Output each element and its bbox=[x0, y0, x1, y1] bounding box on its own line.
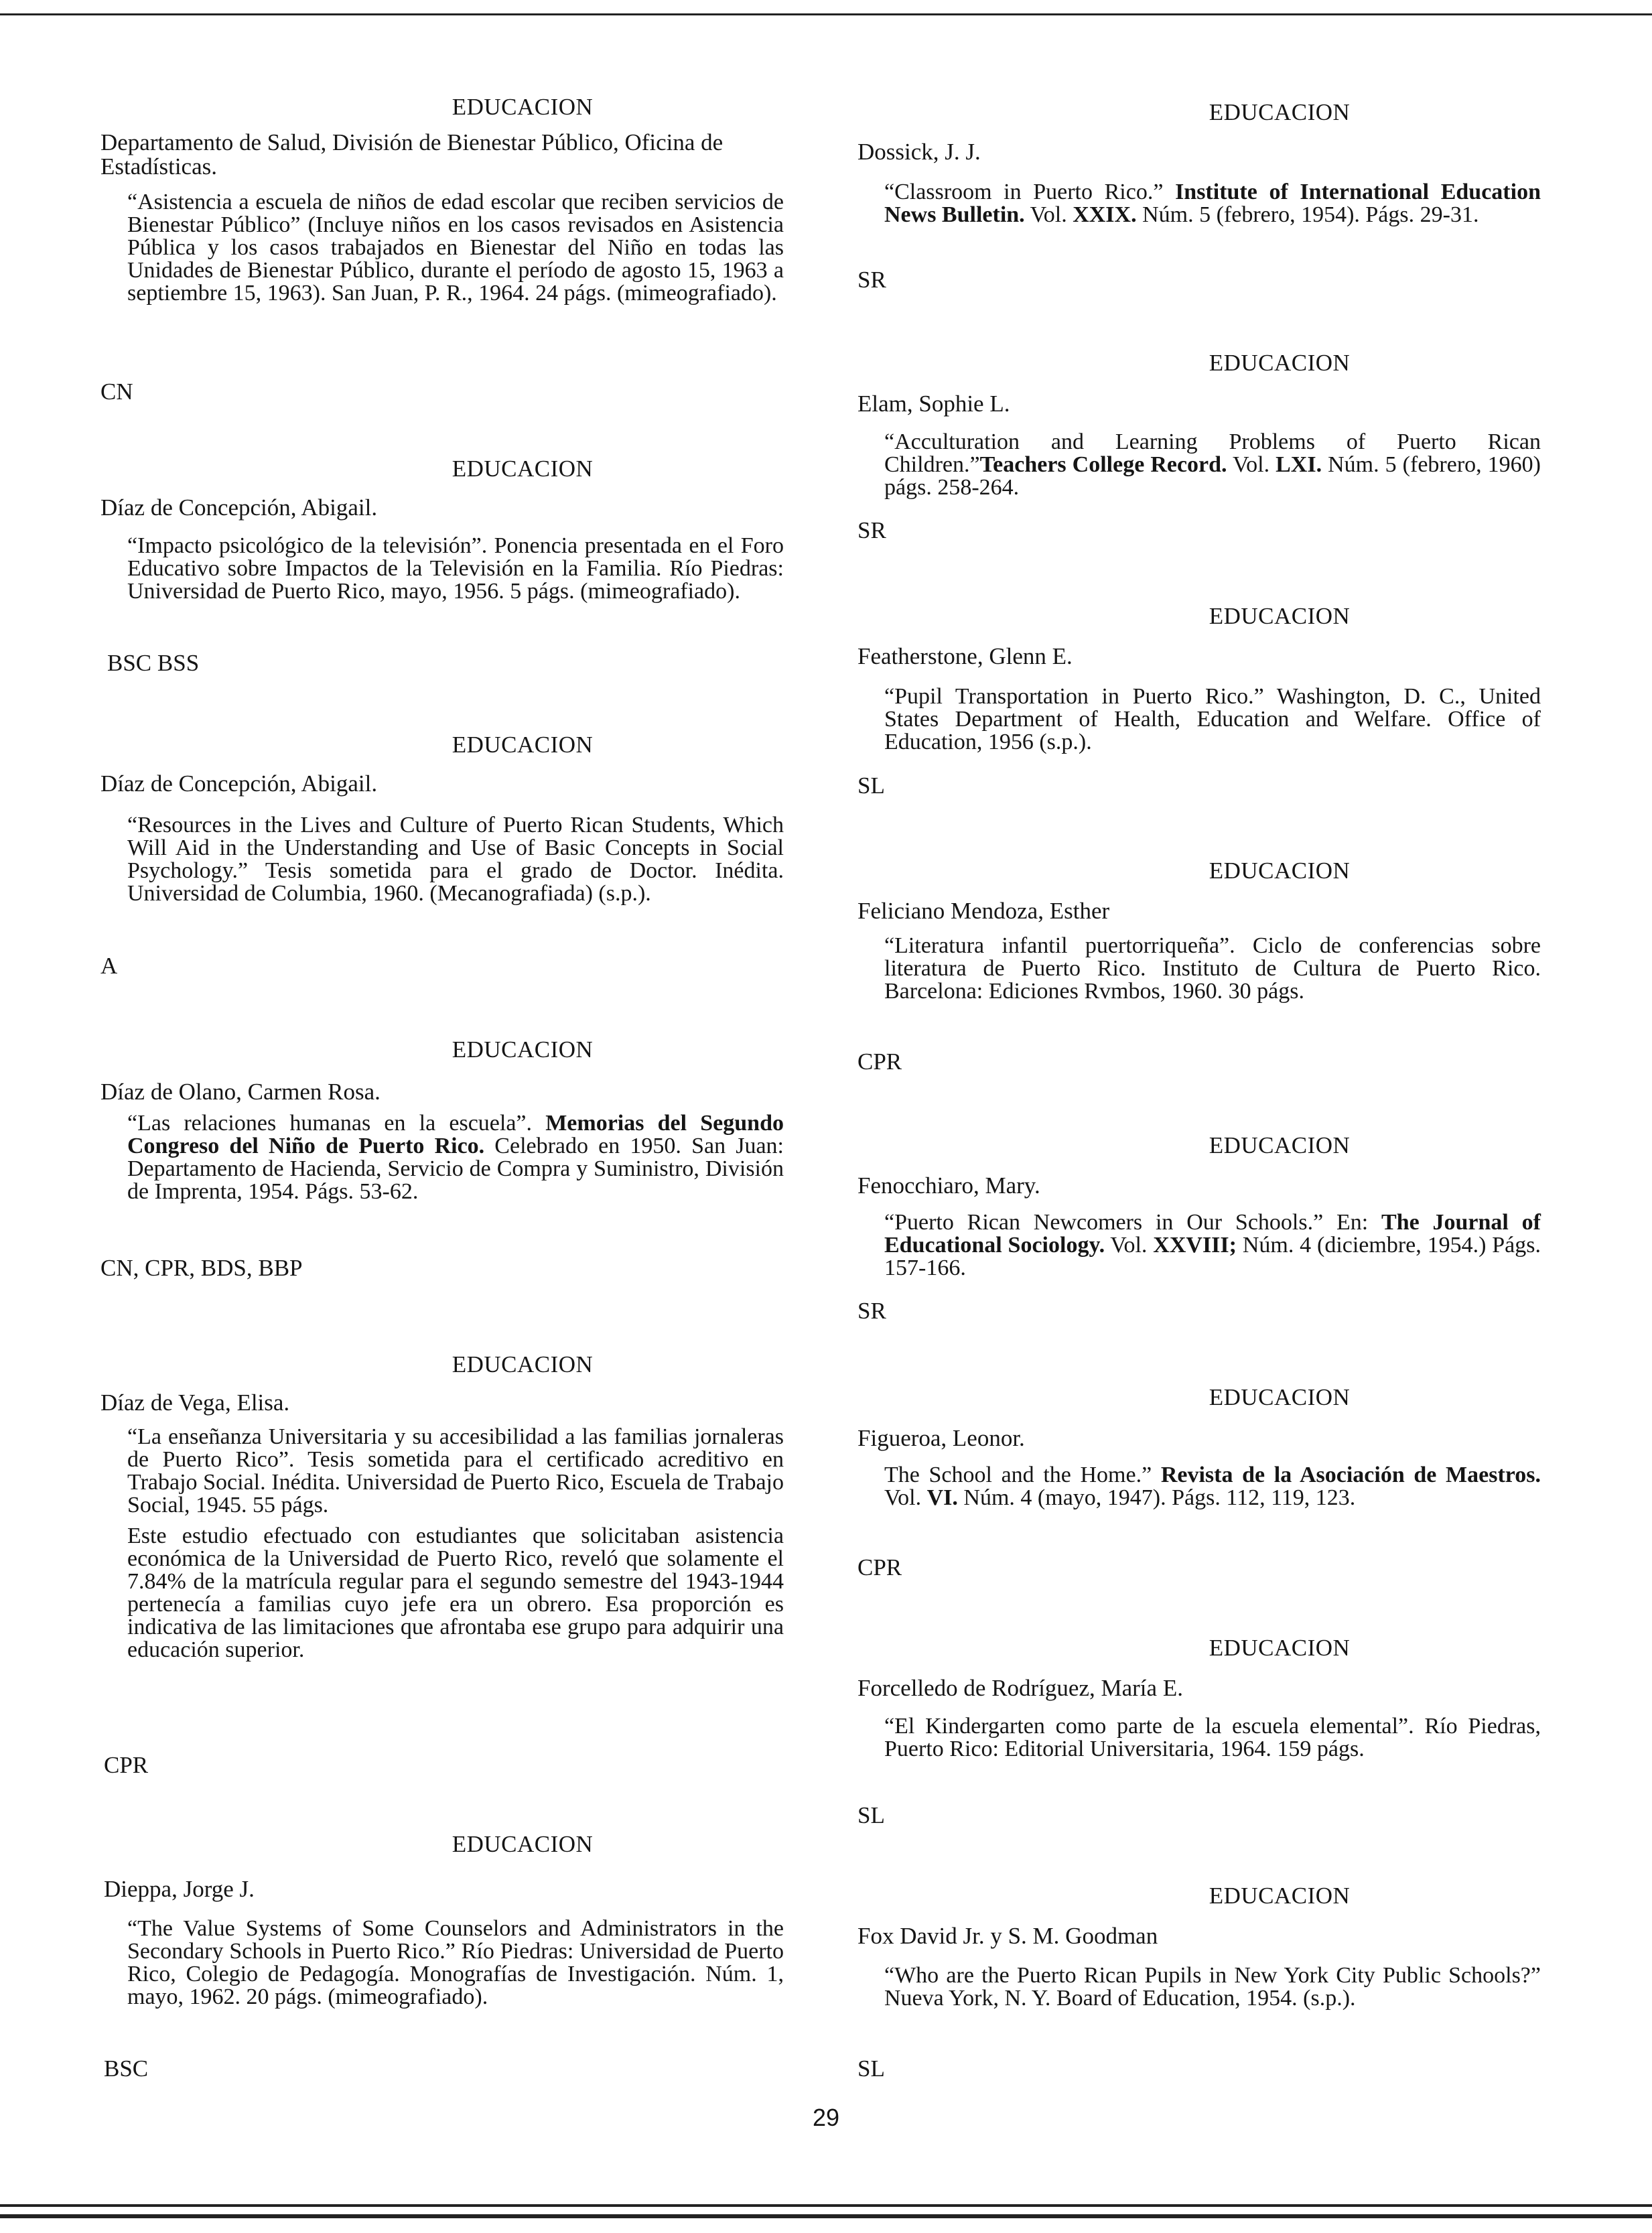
entry-heading: EDUCACION bbox=[1209, 1635, 1351, 1661]
entry-paragraph: “Literatura infantil puertorriqueña”. Ciclo de conferencias sobre literatura de Puerto Rico. Instituto de Cultura de Puerto Rico. Barcelona: Ediciones Rvmbos, 1960. 30 págs. bbox=[884, 933, 1541, 1004]
entry-author: Fox David Jr. y S. M. Goodman bbox=[857, 1923, 1158, 1949]
entry-body bbox=[884, 685, 1541, 762]
entry-paragraph: “La enseñanza Universitaria y su accesibilidad a las familias jornaleras de Puerto Rico”. Tesis sometida para el certificado acreditivo en Trabajo Social. Inédita. Universidad de Puerto Rico, Escuela de Trabajo Social, 1945. 55 págs. bbox=[127, 1424, 784, 1517]
entry-heading: EDUCACION bbox=[1209, 1883, 1351, 1909]
entry-author: Fenocchiaro, Mary. bbox=[857, 1172, 1040, 1199]
citation-title: Memorias del Segundo Congreso del Niño de Puerto Rico. bbox=[127, 1111, 784, 1158]
entry-author: Dieppa, Jorge J. bbox=[104, 1876, 255, 1902]
entry-body bbox=[127, 535, 784, 611]
entry-heading: EDUCACION bbox=[452, 1036, 594, 1063]
entry-paragraph: “Pupil Transportation in Puerto Rico.” Washington, D. C., United States Department of Health, Education and Welfare. Office of Education, 1956 (s.p.). bbox=[884, 684, 1541, 754]
entry-paragraph bbox=[127, 1112, 784, 1203]
entry-heading: EDUCACION bbox=[452, 732, 594, 758]
entry-body bbox=[127, 1917, 784, 2017]
bottom-rule bbox=[0, 2204, 1652, 2207]
citation-title: Revista de la Asociación de Maestros. bbox=[1160, 1463, 1541, 1487]
entry-code: CPR bbox=[857, 1554, 902, 1580]
citation-text: Núm. 5 (febrero, 1960) págs. 258-264. bbox=[884, 452, 1541, 500]
bottom-rule-thick bbox=[0, 2214, 1652, 2218]
citation-text: Celebrado en 1950. San Juan: Departamento de Hacienda, Servicio de Compra y Suministro, División de Imprenta, 1954. Págs. 53-62. bbox=[127, 1134, 784, 1204]
entry-heading: EDUCACION bbox=[1209, 603, 1351, 629]
entry-author: Elam, Sophie L. bbox=[857, 391, 1010, 417]
entry-heading: EDUCACION bbox=[452, 94, 594, 120]
citation-volume: XXIX. bbox=[1073, 202, 1137, 227]
entry-paragraph bbox=[884, 181, 1541, 226]
citation-text: “Classroom in Puerto Rico.” bbox=[884, 180, 1176, 204]
entry-author: Featherstone, Glenn E. bbox=[857, 643, 1073, 669]
entry-code: SR bbox=[857, 267, 886, 293]
entry-body bbox=[884, 935, 1541, 1011]
citation-title: Teachers College Record. bbox=[979, 452, 1227, 477]
citation-text: Vol. bbox=[884, 1485, 927, 1510]
entry-author: Díaz de Concepción, Abigail. bbox=[100, 494, 378, 521]
citation-text: “Puerto Rican Newcomers in Our Schools.” En: bbox=[884, 1210, 1382, 1235]
entry-paragraph: “El Kindergarten como parte de la escuela elemental”. Río Piedras, Puerto Rico: Editorial Universitaria, 1964. 159 págs. bbox=[884, 1714, 1541, 1761]
entry-author: Forcelledo de Rodríguez, María E. bbox=[857, 1675, 1183, 1701]
citation-text: The School and the Home.” bbox=[884, 1463, 1161, 1487]
entry-heading: EDUCACION bbox=[1209, 1384, 1351, 1410]
entry-author: Díaz de Concepción, Abigail. bbox=[100, 770, 378, 797]
citation-title: Institute of International Education News Bulletin. bbox=[884, 180, 1541, 227]
entry-body bbox=[127, 191, 784, 313]
citation-title: The Journal of Educational Sociology. bbox=[884, 1210, 1541, 1258]
citation-text: Vol. bbox=[1105, 1233, 1154, 1258]
entry-paragraph: Este estudio efectuado con estudiantes que solicitaban asistencia económica de la Universidad de Puerto Rico, reveló que solamente el 7.84% de la matrícula regular para el segundo semestre del 1943-1944 pertenecía a familias cuyo jefe era un obrero. Esa proporción es indicativa de las limitaciones que afrontaba ese grupo para adquirir una educación superior. bbox=[127, 1524, 784, 1662]
entry-code: SL bbox=[857, 772, 885, 799]
entry-code: BSC BSS bbox=[107, 650, 200, 676]
entry-heading: EDUCACION bbox=[1209, 1132, 1351, 1158]
entry-code: SR bbox=[857, 1298, 886, 1324]
entry-code: CPR bbox=[857, 1048, 902, 1075]
entry-body bbox=[127, 1426, 784, 1670]
entry-body bbox=[884, 1715, 1541, 1769]
entry-code: CN bbox=[100, 379, 133, 405]
top-rule bbox=[0, 13, 1652, 15]
entry-body bbox=[884, 1964, 1541, 2018]
citation-text: Núm. 5 (febrero, 1954). Págs. 29-31. bbox=[1136, 202, 1479, 227]
entry-heading: EDUCACION bbox=[452, 1831, 594, 1857]
entry-author: Figueroa, Leonor. bbox=[857, 1425, 1025, 1451]
entry-code: CPR bbox=[104, 1752, 149, 1778]
entry-body bbox=[884, 1464, 1541, 1517]
entry-paragraph: “Asistencia a escuela de niños de edad escolar que reciben servicios de Bienestar Público” (Incluye niños en los casos revisados en Asistencia Pública y los casos trabajados en Bienestar del Niño en todas las Unidades de Bienestar Público, durante el período de agosto 15, 1963 a septiembre 15, 1963). San Juan, P. R., 1964. 24 págs. (mimeografiado). bbox=[127, 190, 784, 306]
entry-author: Dossick, J. J. bbox=[857, 139, 981, 165]
citation-text: Núm. 4 (diciembre, 1954.) Págs. 157-166. bbox=[884, 1233, 1541, 1280]
citation-volume: VI. bbox=[926, 1485, 958, 1510]
entry-heading: EDUCACION bbox=[1209, 858, 1351, 884]
entry-heading: EDUCACION bbox=[1209, 99, 1351, 125]
entry-author: Feliciano Mendoza, Esther bbox=[857, 898, 1110, 924]
entry-author: Departamento de Salud, División de Bienestar Público, Oficina de Estadísticas. bbox=[100, 129, 724, 180]
entry-code: BSC bbox=[104, 2055, 149, 2082]
entry-code: CN, CPR, BDS, BBP bbox=[100, 1255, 303, 1281]
citation-volume: LXI. bbox=[1276, 452, 1322, 477]
page-number: 29 bbox=[812, 2104, 840, 2131]
entry-body bbox=[884, 1211, 1541, 1288]
citation-text: “Acculturation and Learning Problems of Puerto Rican Children.” bbox=[884, 429, 1541, 477]
citation-text: Núm. 4 (mayo, 1947). Págs. 112, 119, 123. bbox=[957, 1485, 1356, 1510]
entry-code: SL bbox=[857, 1802, 885, 1828]
entry-paragraph: “The Value Systems of Some Counselors and Administrators in the Secondary Schools in Puerto Rico.” Río Piedras: Universidad de Puerto Rico, Colegio de Pedagogía. Monografías de Investigación. Núm. 1, mayo, 1962. 20 págs. (mimeografiado). bbox=[127, 1916, 784, 2009]
entry-paragraph: “Resources in the Lives and Culture of Puerto Rican Students, Which Will Aid in the Understanding and Use of Basic Concepts in Social Psychology.” Tesis sometida para el grado de Doctor. Inédita. Universidad de Columbia, 1960. (Mecanografiada) (s.p.). bbox=[127, 813, 784, 906]
entry-paragraph bbox=[884, 1464, 1541, 1509]
entry-code: A bbox=[100, 953, 118, 979]
entry-author: Díaz de Vega, Elisa. bbox=[100, 1390, 290, 1416]
entry-code: SL bbox=[857, 2055, 885, 2082]
entry-paragraph bbox=[884, 1211, 1541, 1280]
citation-volume: XXVIII; bbox=[1153, 1233, 1237, 1258]
entry-body bbox=[127, 1112, 784, 1211]
entry-heading: EDUCACION bbox=[452, 456, 594, 482]
entry-body bbox=[127, 814, 784, 913]
citation-text: Vol. bbox=[1024, 202, 1073, 227]
entry-author: Díaz de Olano, Carmen Rosa. bbox=[100, 1079, 381, 1105]
citation-text: “Las relaciones humanas en la escuela”. bbox=[127, 1111, 546, 1136]
entry-body bbox=[884, 431, 1541, 507]
entry-body bbox=[884, 181, 1541, 234]
entry-paragraph: “Who are the Puerto Rican Pupils in New York City Public Schools?” Nueva York, N. Y. Board of Education, 1954. (s.p.). bbox=[884, 1963, 1541, 2011]
citation-text: Vol. bbox=[1227, 452, 1276, 477]
entry-code: SR bbox=[857, 517, 886, 543]
entry-heading: EDUCACION bbox=[1209, 350, 1351, 376]
entry-paragraph bbox=[884, 431, 1541, 499]
entry-heading: EDUCACION bbox=[452, 1351, 594, 1377]
entry-paragraph: “Impacto psicológico de la televisión”. Ponencia presentada en el Foro Educativo sobre Impactos de la Televisión en la Familia. Río Piedras: Universidad de Puerto Rico, mayo, 1956. 5 págs. (mimeografiado). bbox=[127, 533, 784, 604]
